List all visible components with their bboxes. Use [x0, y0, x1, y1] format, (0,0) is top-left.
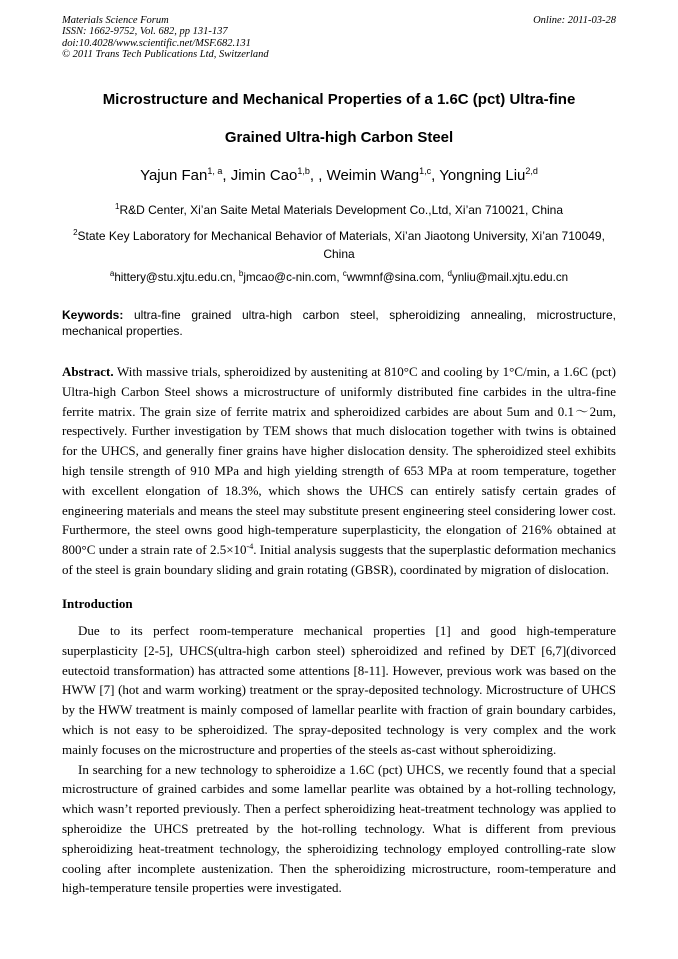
journal-copyright: © 2011 Trans Tech Publications Ltd, Switzerland	[62, 48, 269, 60]
author-list	[62, 165, 616, 187]
keywords-text: ultra-fine grained ultra-high carbon steel, spheroidizing annealing, microstructure, mechanical properties.	[62, 308, 616, 338]
author-sup: 1,b	[297, 166, 310, 176]
paragraph: Due to its perfect room-temperature mechanical properties [1] and good high-temperature superplasticity [2-5], UHCS(ultra-high carbon steel) spheroidized and refined by DET [6,7](divorced eutectoid transformation) has attracted some attentions [8-11]. However, previous work was based on the HWW [7] (hot and warm working) treatment or the spray-deposited technology. Microstructure of UHCS by the HWW treatment is mainly composed of lamellar pearlite with fraction of grain boundary carbides, which is not easy to be spheroidized. The spray-deposited technology is very complex and the work mainly focuses on the microstructure and properties of the steels as-cast without spheroidizing.	[62, 623, 616, 757]
email-sep: ,	[336, 271, 343, 284]
email-link[interactable]: ynliu@mail.xjtu.edu.cn	[451, 271, 569, 284]
online-date: Online: 2011-03-28	[533, 15, 616, 26]
abstract	[62, 362, 616, 580]
keywords-label: Keywords:	[62, 308, 124, 322]
email-sep: ,	[441, 271, 448, 284]
author-name: Jimin Cao	[230, 167, 298, 184]
paper-title-line-1: Microstructure and Mechanical Properties of a 1.6C (pct) Ultra-fine	[102, 91, 576, 108]
author-sup: 2,d	[525, 166, 538, 176]
author-sep: , ,	[309, 167, 327, 184]
journal-doi: doi:10.4028/www.scientific.net/MSF.682.131	[62, 37, 251, 49]
author-sup: 1,c	[419, 166, 432, 176]
email-link[interactable]: jmcao@c-nin.com	[243, 271, 337, 284]
journal-name: Materials Science Forum	[62, 15, 169, 26]
abstract-exponent: -4	[246, 542, 254, 552]
journal-issn: ISSN: 1662-9752, Vol. 682, pp 131-137	[62, 26, 228, 38]
abstract-text: With massive trials, spheroidized by austeniting at 810°C and cooling by 1°C/min, a 1.6C (pct) Ultra-high Carbon Steel shows a microstructure of uniformly distributed fine carbides in the ultra-fine ferrite matrix. The grain size of ferrite matrix and spheroidized carbides are about 5um and 0.1～2um, respectively. Further investigation by TEM shows that much dislocation together with twins is obtained for the UHCS, and generally finer grains have higher dislocation density. The spheroidized steel exhibits high tensile strength of 910 MPa and high yielding strength of 653 MPa at room temperature, together with excellent elongation of 18.3%, which shows the UHCS can entirely satisfy certain grades of engineering materials and means the steel may substitute present engineering steel considering lower cost. Furthermore, the steel owns good high-temperature superplasticity, the elongation of 216% obtained at 800°C under a strain rate of 2.5×10	[62, 364, 616, 558]
email-sup: b	[238, 269, 244, 278]
abstract-text-end: . Initial analysis suggests that the superplastic deformation mechanics of the steel is grain boundary sliding and grain rotating (GBSR), coordinated by migration of dislocation.	[62, 542, 616, 577]
email-sup: a	[109, 269, 115, 278]
email-link[interactable]: hittery@stu.xjtu.edu.cn	[114, 271, 233, 284]
author-name: Weimin Wang	[326, 167, 420, 184]
affiliation-sup: 1	[114, 202, 120, 211]
author-sep: ,	[431, 167, 440, 184]
keywords	[62, 307, 616, 339]
section-heading-introduction: Introduction	[62, 596, 133, 611]
email-sup: d	[447, 269, 452, 278]
introduction-body	[62, 621, 616, 898]
author-sep: ,	[222, 167, 231, 184]
email-list	[62, 269, 616, 287]
affiliation-text: R&D Center, Xi’an Saite Metal Materials Development Co.,Ltd, Xi’an 710021, China	[119, 203, 564, 217]
paragraph: In searching for a new technology to spheroidize a 1.6C (pct) UHCS, we recently found that a special microstructure of grained carbides and some lamellar pearlite was obtained by a hot-rolling technology, which wasn’t reported previously. Then a perfect spheroidizing heat-treatment technology was applied to spheroidize the UHCS pretreated by the hot-rolling technology. What is different from previous spheroidizing heat-treatment technology, the spheroidizing technology employed controlling-rate slow cooling after incomplete austenization. Then the spheroidizing microstructure, room-temperature and high-temperature tensile properties were investigated.	[62, 761, 616, 896]
email-sep: ,	[232, 271, 239, 284]
abstract-label: Abstract.	[62, 364, 114, 379]
author-name: Yajun Fan	[140, 167, 208, 184]
email-link[interactable]: wwmnf@sina.com	[346, 271, 442, 284]
email-sup: c	[342, 269, 347, 278]
affiliation-1	[62, 201, 616, 219]
paper-title-line-2: Grained Ultra-high Carbon Steel	[224, 129, 454, 146]
author-sup: 1, a	[207, 166, 223, 176]
author-name: Yongning Liu	[439, 167, 526, 184]
affiliation-sup: 2	[73, 228, 78, 237]
affiliation-text: State Key Laboratory for Mechanical Behavior of Materials, Xi’an Jiaotong University, Xi’an 710049, China	[77, 229, 605, 261]
journal-header	[62, 15, 616, 60]
affiliation-2	[62, 227, 616, 263]
